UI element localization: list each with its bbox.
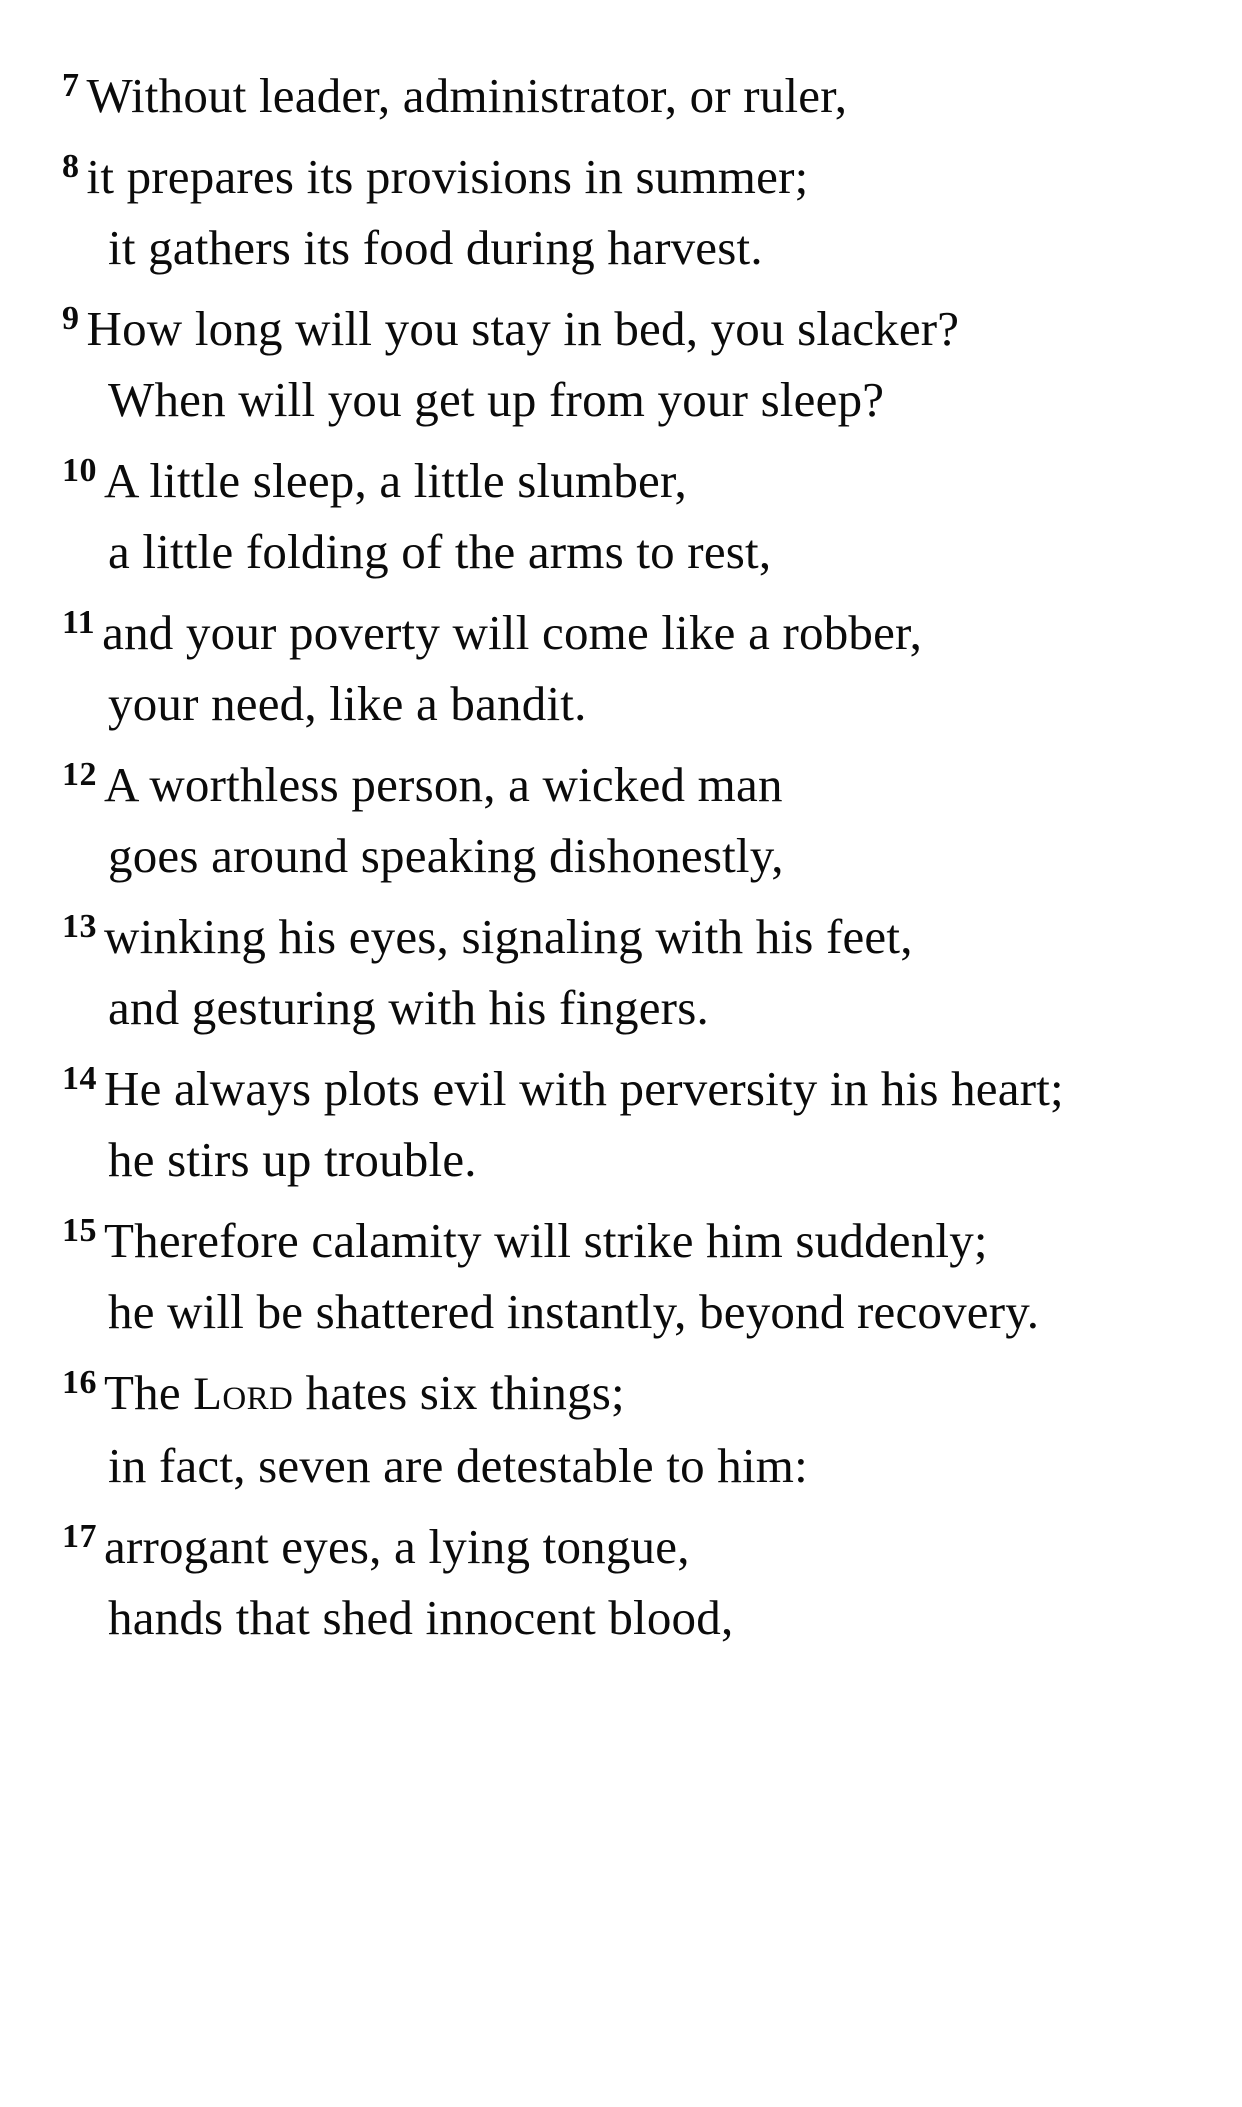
verse-line: [62, 435, 1202, 516]
verse-line: [78, 364, 1202, 435]
verse-line: [62, 1501, 1202, 1582]
divine-name: Lord: [193, 1368, 294, 1420]
verse-text: A worthless person, a wicked man: [104, 757, 783, 812]
verse-14: [62, 1043, 1202, 1195]
verse-line: [78, 1276, 1202, 1347]
verse-line: [78, 1582, 1202, 1653]
verse-line: [78, 668, 1202, 739]
verse-9: [62, 283, 1202, 435]
verse-line: [78, 516, 1202, 587]
verse-line: [62, 131, 1202, 212]
verse-17: [62, 1501, 1202, 1653]
verse-number: 8: [62, 148, 80, 185]
verse-text-post: hates six things;: [293, 1365, 625, 1420]
verse-text: winking his eyes, signaling with his feet,: [104, 909, 913, 964]
verse-line: [62, 587, 1202, 668]
verse-16: [62, 1347, 1202, 1501]
verse-text: arrogant eyes, a lying tongue,: [104, 1519, 690, 1574]
verse-7: [62, 50, 1202, 131]
verse-10: [62, 435, 1202, 587]
verse-text: your need, like a bandit.: [108, 676, 587, 731]
verse-number: 13: [62, 908, 97, 945]
verse-line: [62, 50, 1202, 131]
verse-line: [62, 1043, 1202, 1124]
verse-line: [78, 1430, 1202, 1501]
verse-number: 17: [62, 1518, 97, 1555]
verse-number: 16: [62, 1364, 97, 1401]
verse-text: and your poverty will come like a robber,: [102, 605, 923, 660]
verse-text: He always plots evil with perversity in his heart;: [104, 1061, 1064, 1116]
verse-text: it gathers its food during harvest.: [108, 220, 763, 275]
verse-number: 10: [62, 452, 97, 489]
verse-text: and gesturing with his fingers.: [108, 980, 709, 1035]
verse-text: Without leader, administrator, or ruler,: [86, 68, 848, 123]
verse-11: [62, 587, 1202, 739]
verse-number: 11: [62, 604, 96, 641]
verse-number: 15: [62, 1212, 97, 1249]
verse-number: 7: [62, 67, 80, 104]
verse-text: a little folding of the arms to rest,: [108, 524, 772, 579]
verse-13: [62, 891, 1202, 1043]
verse-text: it prepares its provisions in summer;: [86, 149, 809, 204]
verse-line: [62, 1195, 1202, 1276]
verse-line: [78, 212, 1202, 283]
verse-text-pre: The: [104, 1365, 194, 1420]
verse-line: [78, 1124, 1202, 1195]
verse-text: hands that shed innocent blood,: [108, 1590, 734, 1645]
verse-text: he stirs up trouble.: [108, 1132, 477, 1187]
verse-line: [62, 891, 1202, 972]
verse-text: When will you get up from your sleep?: [108, 372, 885, 427]
verse-text: How long will you stay in bed, you slacker?: [86, 301, 960, 356]
verse-number: 12: [62, 756, 97, 793]
verse-line: [78, 972, 1202, 1043]
verse-line: [78, 820, 1202, 891]
verse-15: [62, 1195, 1202, 1347]
verse-12: [62, 739, 1202, 891]
verse-text: Therefore calamity will strike him suddenly;: [104, 1213, 988, 1268]
verse-line: [62, 739, 1202, 820]
verse-8: [62, 131, 1202, 283]
verse-text: he will be shattered instantly, beyond recovery.: [108, 1284, 1040, 1339]
verse-line: [62, 283, 1202, 364]
verse-number: 9: [62, 300, 80, 337]
verse-text: in fact, seven are detestable to him:: [108, 1438, 808, 1493]
verse-number: 14: [62, 1060, 97, 1097]
verse-line: [62, 1347, 1202, 1430]
verse-text: goes around speaking dishonestly,: [108, 828, 784, 883]
verse-text: A little sleep, a little slumber,: [104, 453, 687, 508]
